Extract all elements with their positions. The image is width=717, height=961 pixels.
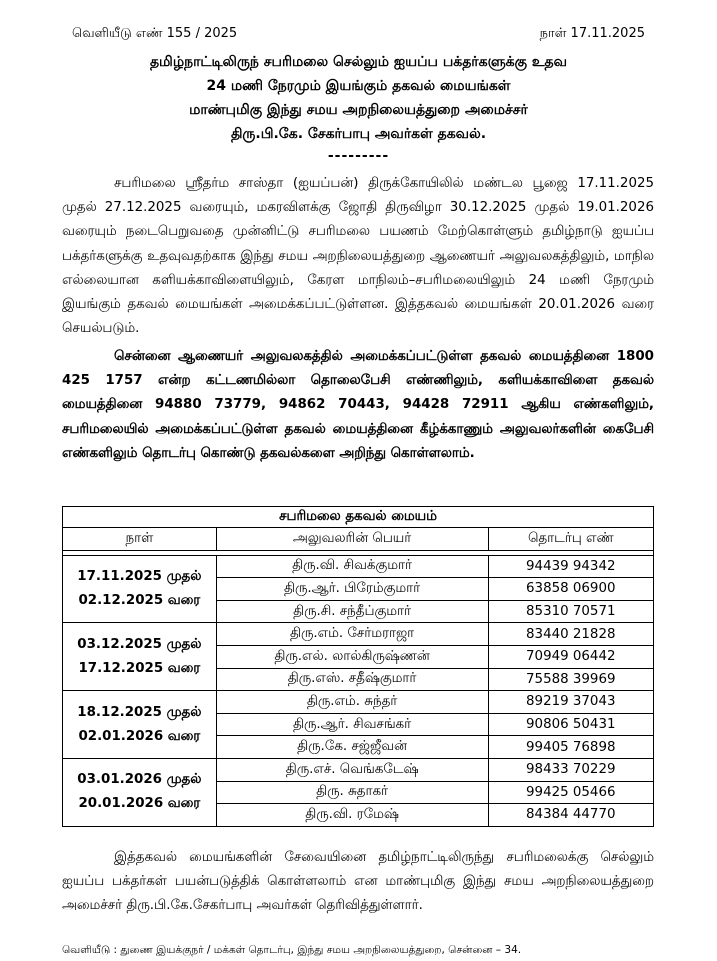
- date-from: 18.12.2025 முதல்: [77, 704, 202, 720]
- date-range-cell: [63, 758, 217, 826]
- phone-number: 83440 21828: [488, 623, 653, 646]
- officer-name: திரு.சி. சந்தீப்குமார்: [216, 600, 488, 623]
- date-to: 02.12.2025 வரை: [78, 592, 201, 608]
- phone-number: 75588 39969: [488, 668, 653, 691]
- column-header-date: நாள்: [63, 528, 217, 551]
- release-number: வெளியீடு எண் 155 / 2025: [72, 26, 238, 41]
- phone-number: 70949 06442: [488, 645, 653, 668]
- title-line-2: 24 மணி நேரமும் இயங்கும் தகவல் மையங்கள்: [206, 78, 511, 94]
- officer-name: திரு.எல். லால்கிருஷ்ணன்: [216, 645, 488, 668]
- phone-number: 84384 44770: [488, 804, 653, 827]
- title-line-1: தமிழ்நாட்டிலிருந் சபரிமலை செல்லும் ஐயப்ப பக்தர்களுக்கு உதவ: [149, 54, 568, 70]
- phone-number: 99425 05466: [488, 781, 653, 804]
- release-date: நாள் 17.11.2025: [539, 26, 645, 41]
- officer-name: திரு.எம். சுந்தர்: [216, 691, 488, 714]
- phone-number: 94439 94342: [488, 555, 653, 578]
- phone-number: 89219 37043: [488, 691, 653, 714]
- officer-name: திரு.கே. சஜ்ஜீவன்: [216, 736, 488, 759]
- date-to: 02.01.2026 வரை: [78, 728, 201, 744]
- officer-name: திரு.ஆர். சிவசங்கர்: [216, 713, 488, 736]
- phone-number: 98433 70229: [488, 758, 653, 781]
- date-to: 17.12.2025 வரை: [78, 660, 201, 676]
- paragraph-closing: இத்தகவல் மையங்களின் சேவையினை தமிழ்நாட்டிலிருந்து சபரிமலைக்கு செல்லும் ஐயப்ப பக்தர்கள் பயன்படுத்திக் கொள்ளலாம் என மாண்புமிகு இந்து சமய அறநிலையத்துறை அமைச்சர் திரு.பி.கே.சேகர்பாபு அவர்கள் தெரிவித்துள்ளார்.: [62, 850, 654, 914]
- phone-number: 99405 76898: [488, 736, 653, 759]
- officer-name: திரு. சுதாகர்: [216, 781, 488, 804]
- date-to: 20.01.2026 வரை: [78, 796, 201, 812]
- table-row: [63, 691, 654, 714]
- footer-issued-by: வெளியீடு : துணை இயக்குநர் / மக்கள் தொடர்பு, இந்து சமய அறநிலையத்துறை, சென்னை – 34.: [62, 944, 522, 956]
- officer-name: திரு.வி. சிவக்குமார்: [216, 555, 488, 578]
- table-row: [63, 623, 654, 646]
- table-row: [63, 758, 654, 781]
- date-from: 17.11.2025 முதல்: [77, 568, 202, 584]
- paragraph-contacts: சென்னை ஆணையர் அலுவலகத்தில் அமைக்கப்பட்டுள்ள தகவல் மையத்தினை 1800 425 1757 என்ற கட்டணமில்லா தொலைபேசி எண்ணிலும், களியக்காவிளை தகவல் மையத்தினை 94880 73779, 94862 70443, 94428 72911 ஆகிய எண்களிலும், சபரிமலையில் அமைக்கப்பட்டுள்ள தகவல் மையத்தினை கீழ்க்காணும் அலுவலர்களின் கைபேசி எண்களிலும் தொடர்பு கொண்டு தகவல்களை அறிந்து கொள்ளலாம்.: [62, 349, 654, 461]
- column-header-officer: அலுவலரின் பெயர்: [216, 528, 488, 551]
- info-centre-table: [62, 506, 654, 827]
- officer-name: திரு.எஸ். சதீஷ்குமார்: [216, 668, 488, 691]
- phone-number: 63858 06900: [488, 578, 653, 601]
- officer-name: திரு.வி. ரமேஷ்: [216, 804, 488, 827]
- officer-name: திரு.ஆர். பிரேம்குமார்: [216, 578, 488, 601]
- phone-number: 90806 50431: [488, 713, 653, 736]
- officer-name: திரு.எச். வெங்கடேஷ்: [216, 758, 488, 781]
- phone-number: 85310 70571: [488, 600, 653, 623]
- date-from: 03.12.2025 முதல்: [77, 636, 202, 652]
- date-range-cell: [63, 691, 217, 759]
- date-range-cell: [63, 623, 217, 691]
- title-line-4: திரு.பி.கே. சேகர்பாபு அவர்கள் தகவல்.: [230, 126, 487, 142]
- officer-name: திரு.எம். சேர்மராஜா: [216, 623, 488, 646]
- table-caption: சபரிமலை தகவல் மையம்: [63, 507, 654, 528]
- title-divider: ---------: [327, 148, 390, 164]
- date-from: 03.01.2026 முதல்: [77, 772, 202, 788]
- column-header-phone: தொடர்பு எண்: [488, 528, 653, 551]
- date-range-cell: [63, 555, 217, 623]
- table-row: [63, 555, 654, 578]
- paragraph-intro: சபரிமலை ஸ்ரீதர்ம சாஸ்தா (ஐயப்பன்) திருக்கோயிலில் மண்டல பூஜை 17.11.2025 முதல் 27.12.2025 வரையும், மகரவிளக்கு ஜோதி திருவிழா 30.12.2025 முதல் 19.01.2026 வரையும் நடைபெறுவதை முன்னிட்டு சபரிமலை பயணம் மேற்கொள்ளும் தமிழ்நாடு ஐயப்ப பக்தர்களுக்கு உதவுவதற்காக இந்து சமய அறநிலையத்துறை ஆணையர் அலுவலகத்திலும், மாநில எல்லையான களியக்காவிளையிலும், கேரள மாநிலம்–சபரிமலையிலும் 24 மணி நேரமும் இயங்கும் தகவல் மையங்கள் அமைக்கப்பட்டுள்ளன. இத்தகவல் மையங்கள் 20.01.2026 வரை செயல்படும்.: [62, 176, 654, 337]
- title-line-3: மாண்புமிகு இந்து சமய அறநிலையத்துறை அமைச்சர்: [189, 102, 528, 118]
